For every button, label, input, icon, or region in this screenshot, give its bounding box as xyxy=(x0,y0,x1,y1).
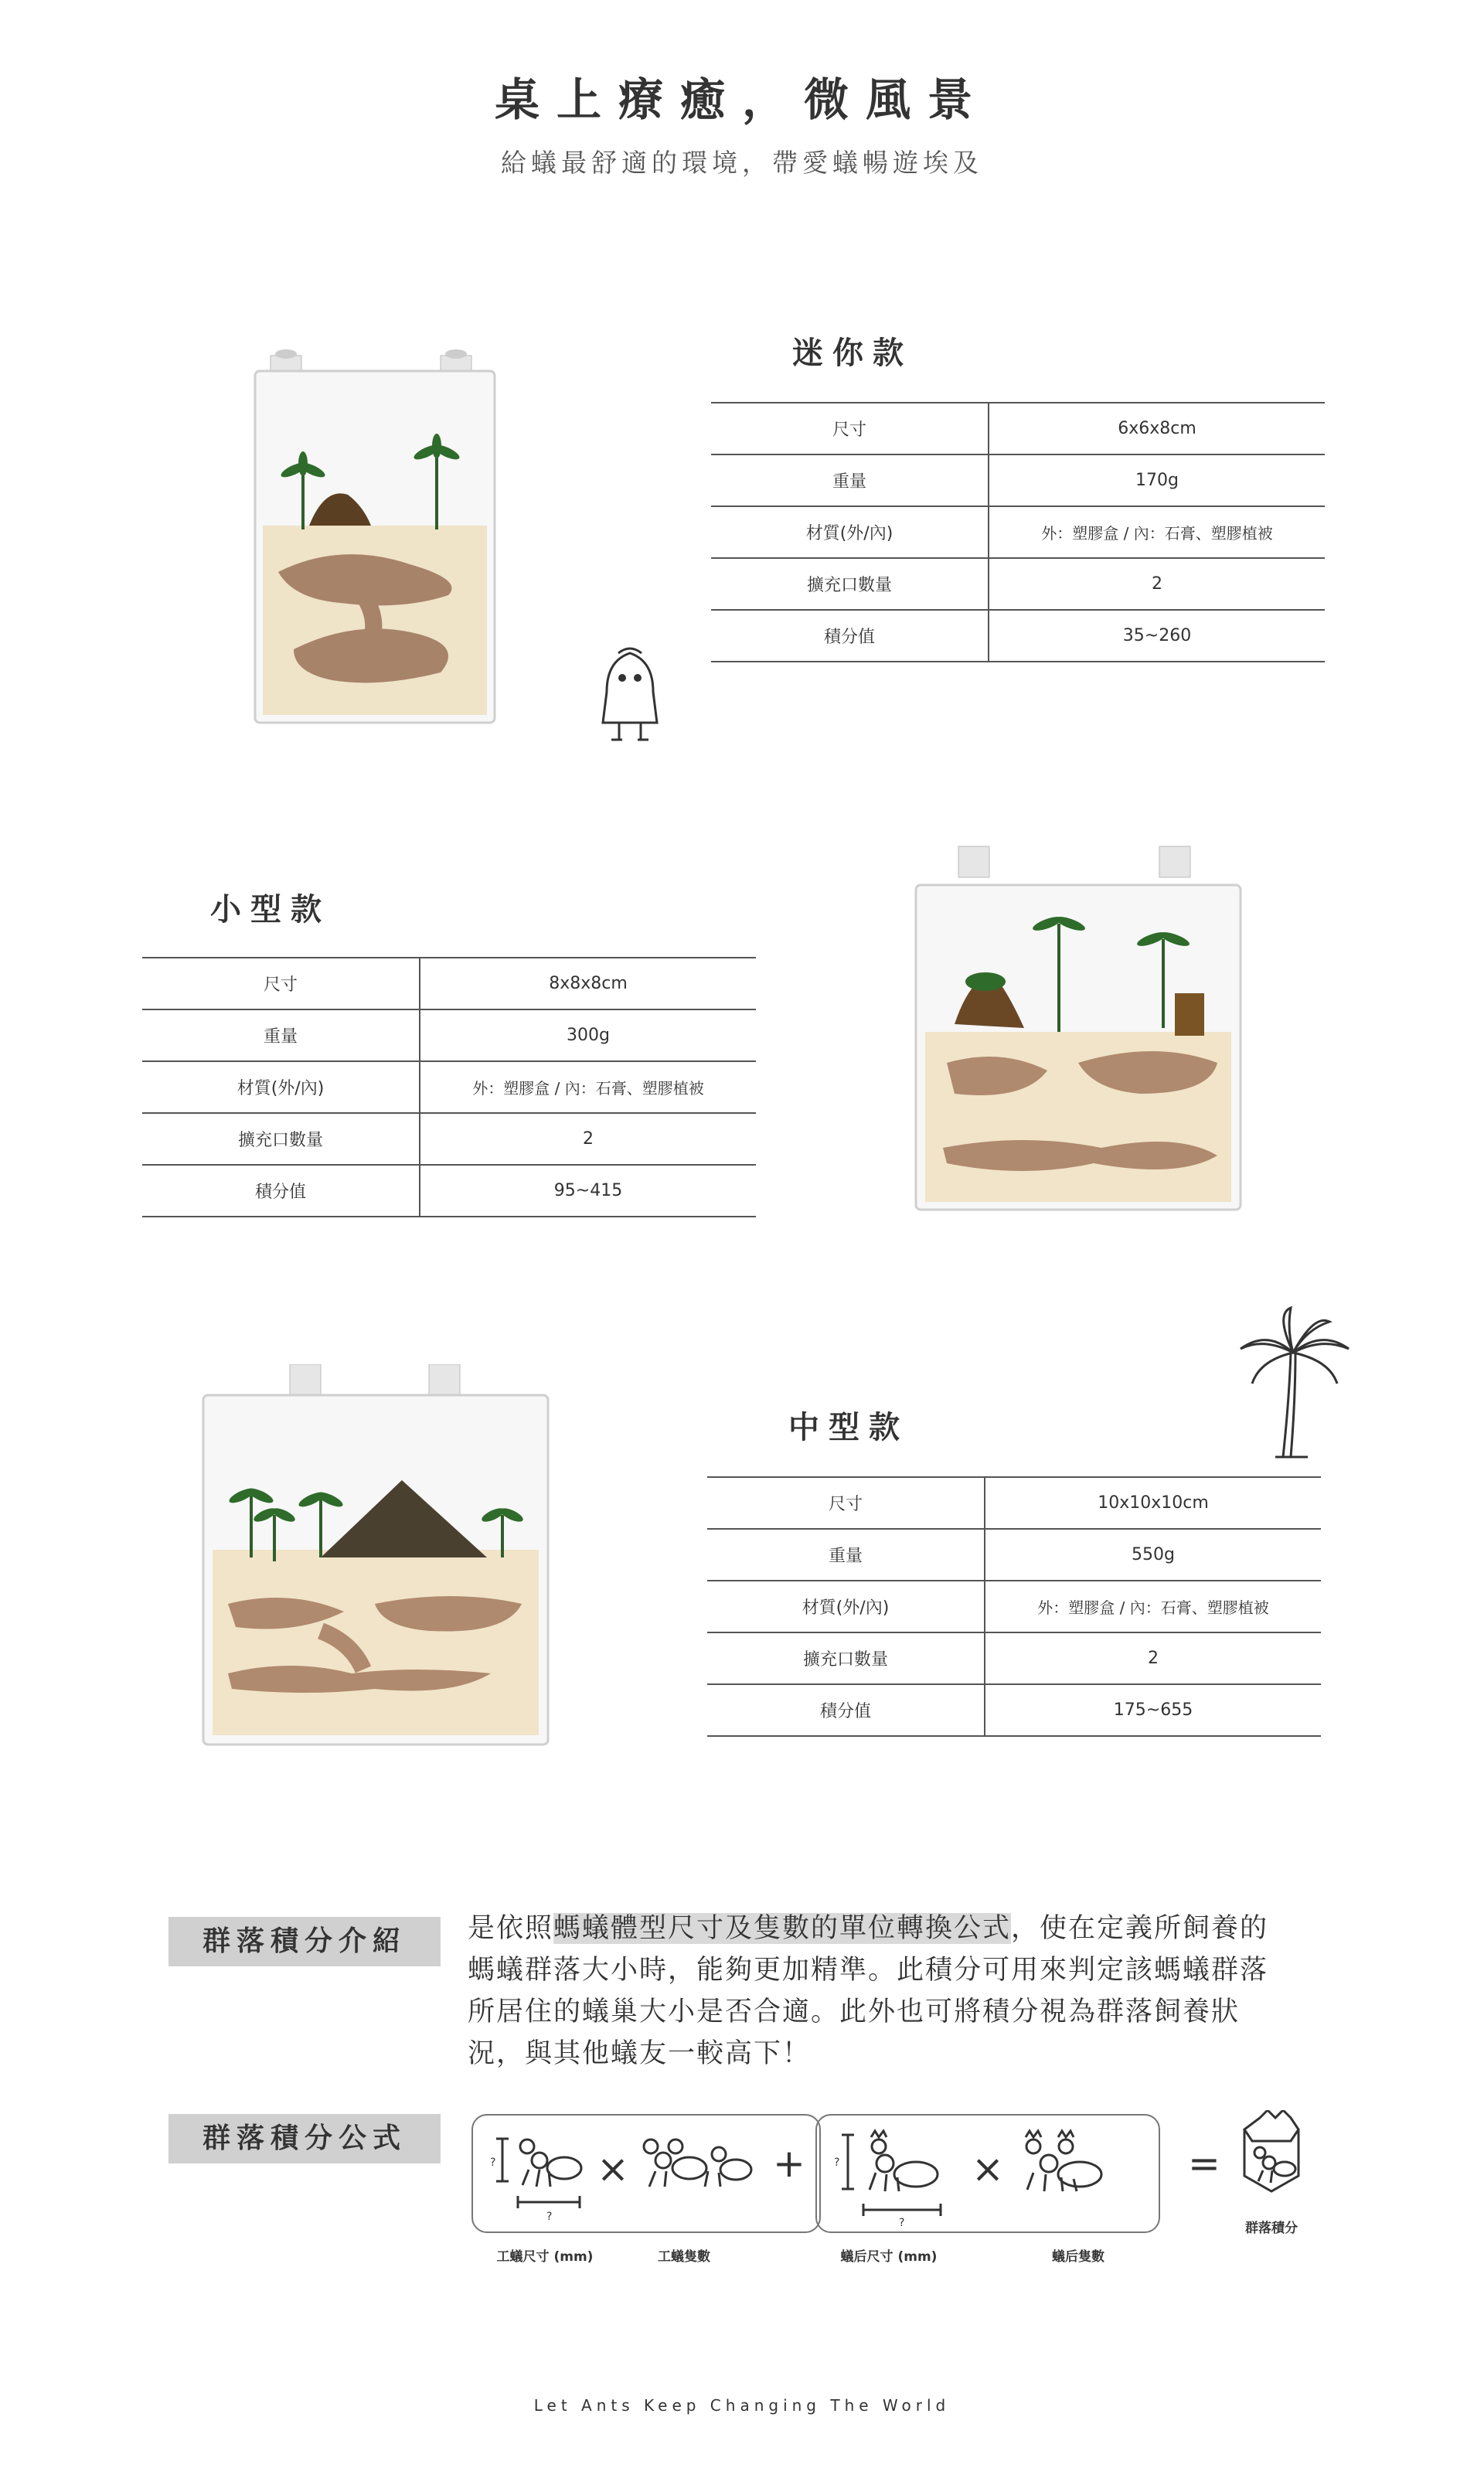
spec-value: 2 xyxy=(989,558,1325,610)
medium-model-title: 中型款 xyxy=(788,1410,909,1445)
q-mark: ? xyxy=(834,2157,840,2169)
table-row xyxy=(711,403,1325,454)
q-mark: ? xyxy=(490,2157,496,2169)
spec-label: 擴充口數量 xyxy=(707,1632,985,1684)
spec-label: 材質(外/內) xyxy=(711,506,989,558)
medium-terrarium-image xyxy=(197,1364,553,1751)
spec-value: 170g xyxy=(989,454,1325,506)
table-row xyxy=(711,558,1325,610)
spec-value: 550g xyxy=(985,1529,1321,1581)
table-row xyxy=(707,1632,1321,1684)
colony-score-icon xyxy=(1237,2110,1306,2195)
worker-formula-box xyxy=(471,2114,821,2233)
small-model-title: 小型款 xyxy=(210,892,331,928)
colony-score-label: 群落積分 xyxy=(1245,2221,1298,2236)
q-mark: ? xyxy=(546,2211,553,2223)
equals-operator: = xyxy=(1188,2141,1220,2186)
table-row xyxy=(707,1581,1321,1632)
spec-label: 重量 xyxy=(142,1009,420,1061)
score-intro-highlight: 螞蟻體型尺寸及隻數的單位轉換公式 xyxy=(553,1913,1012,1944)
queen-size-label: 蟻后尺寸 (mm) xyxy=(840,2249,938,2265)
worker-count-label: 工蟻隻數 xyxy=(658,2249,710,2265)
spec-label: 材質(外/內) xyxy=(707,1581,985,1632)
table-row xyxy=(707,1477,1321,1529)
spec-label: 重量 xyxy=(707,1529,985,1581)
spec-label: 重量 xyxy=(711,454,989,506)
table-row xyxy=(142,958,756,1009)
spec-value: 2 xyxy=(420,1113,756,1165)
spec-label: 積分值 xyxy=(707,1684,985,1736)
spec-label: 材質(外/內) xyxy=(142,1061,420,1113)
spec-label: 尺寸 xyxy=(707,1477,985,1529)
spec-value: 300g xyxy=(420,1009,756,1061)
footer-slogan: Let Ants Keep Changing The World xyxy=(533,2396,951,2415)
mascot-doodle-icon xyxy=(599,645,661,746)
page-title: 桌上療癒，微風景 xyxy=(494,73,989,126)
table-row xyxy=(707,1529,1321,1581)
page-subtitle: 給蟻最舒適的環境，帶愛蟻暢遊埃及 xyxy=(501,148,983,178)
spec-value: 外：塑膠盒 / 內：石膏、塑膠植被 xyxy=(985,1581,1321,1632)
q-mark: ? xyxy=(899,2217,905,2229)
score-intro-text-pre: 是依照 xyxy=(468,1913,554,1944)
queen-count-label: 蟻后隻數 xyxy=(1052,2249,1104,2265)
mini-terrarium-image xyxy=(247,340,502,727)
spec-label: 積分值 xyxy=(142,1165,420,1217)
spec-value: 35~260 xyxy=(989,610,1325,662)
score-intro-text-post: ，使在定義所飼養的螞蟻群落大小時，能夠更加精準。此積分可用來判定該螞蟻群落所居住的蟻巢大小是否合適。此外也可將積分視為群落飼養狀況，與其他蟻友一較高下！ xyxy=(468,1913,1269,2069)
queen-formula-box xyxy=(815,2114,1160,2233)
spec-label: 尺寸 xyxy=(711,403,989,454)
table-row xyxy=(142,1113,756,1165)
table-row xyxy=(707,1684,1321,1736)
spec-label: 擴充口數量 xyxy=(711,558,989,610)
spec-value: 8x8x8cm xyxy=(420,958,756,1009)
table-row xyxy=(711,610,1325,662)
spec-value: 6x6x8cm xyxy=(989,403,1325,454)
small-spec-table xyxy=(142,957,756,1217)
spec-value: 外：塑膠盒 / 內：石膏、塑膠植被 xyxy=(420,1061,756,1113)
spec-label: 積分值 xyxy=(711,610,989,662)
small-terrarium-image xyxy=(908,839,1248,1217)
score-intro-tag: 群落積分介紹 xyxy=(168,1917,441,1966)
table-row xyxy=(142,1061,756,1113)
score-formula-tag: 群落積分公式 xyxy=(168,2114,441,2163)
worker-size-label: 工蟻尺寸 (mm) xyxy=(496,2249,594,2265)
mini-spec-table xyxy=(711,402,1325,662)
mini-model-title: 迷你款 xyxy=(792,335,913,371)
score-intro-text xyxy=(468,1908,1295,2075)
spec-value: 2 xyxy=(985,1632,1321,1684)
palm-tree-doodle-icon xyxy=(1237,1306,1353,1461)
spec-value: 175~655 xyxy=(985,1684,1321,1736)
times-operator: × xyxy=(597,2146,629,2191)
table-row xyxy=(711,506,1325,558)
table-row xyxy=(142,1165,756,1217)
plus-operator: + xyxy=(773,2141,805,2186)
spec-value: 95~415 xyxy=(420,1165,756,1217)
spec-value: 10x10x10cm xyxy=(985,1477,1321,1529)
spec-label: 尺寸 xyxy=(142,958,420,1009)
medium-spec-table xyxy=(707,1476,1321,1737)
table-row xyxy=(142,1009,756,1061)
table-row xyxy=(711,454,1325,506)
spec-label: 擴充口數量 xyxy=(142,1113,420,1165)
times-operator: × xyxy=(972,2146,1004,2191)
spec-value: 外：塑膠盒 / 內：石膏、塑膠植被 xyxy=(989,506,1325,558)
